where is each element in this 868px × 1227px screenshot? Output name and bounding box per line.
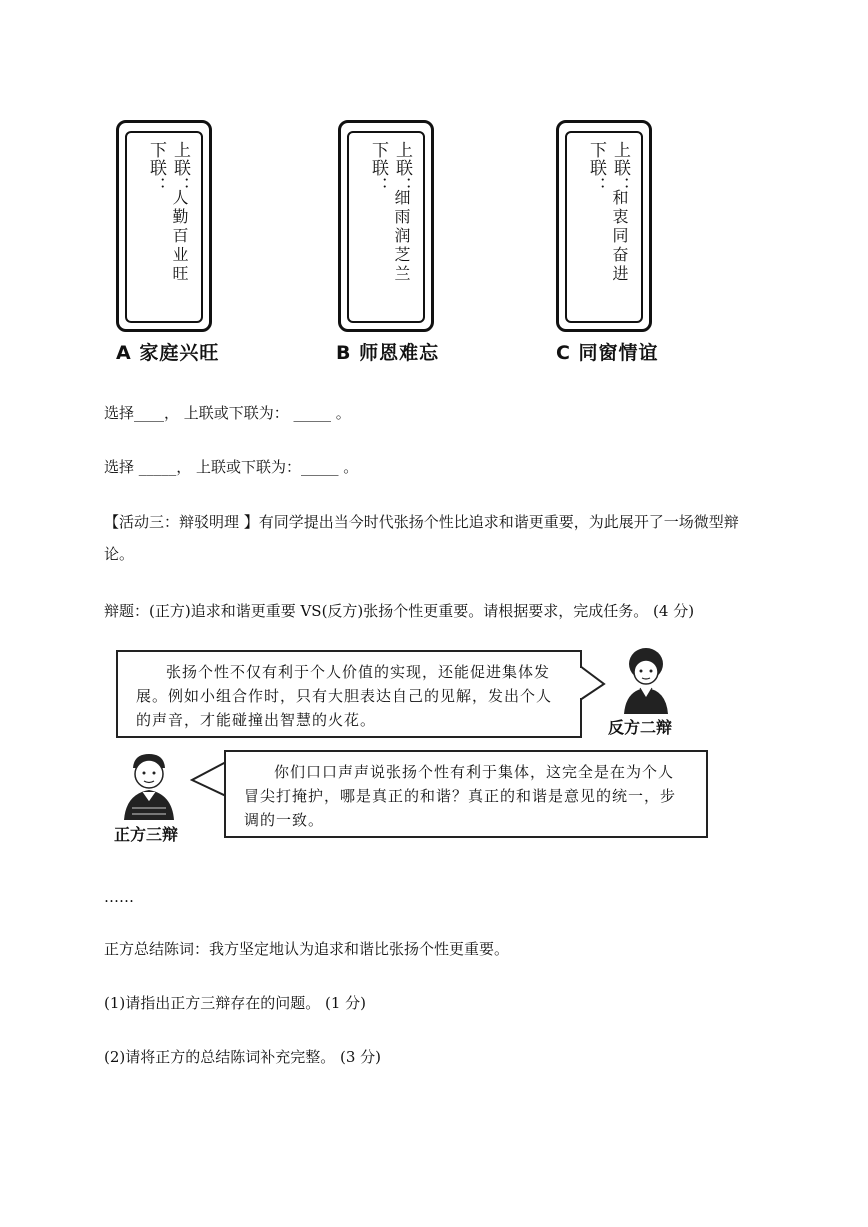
upper-couplet-label: 上联：: [392, 141, 412, 195]
proponent-speaker-label: 正方三辩: [114, 825, 179, 844]
proponent-speech-bubble: 你们口口声声说张扬个性有利于集体，这完全是在为个人冒尖打掩护，哪是真正的和谐？真正的和谐是意见的统一，步调的一致。: [224, 750, 708, 838]
bubble-tail-right: [580, 664, 606, 704]
lower-couplet-label: 下联：: [368, 141, 388, 195]
given-couplet-text: 和衷同奋进: [610, 189, 629, 284]
lower-couplet-label: 下联：: [146, 141, 166, 195]
question-two: (2)请将正方的总结陈词补充完整。 (3 分): [104, 1048, 382, 1066]
select-line-2: 选择 _____， 上联或下联为：_____ 。: [104, 458, 359, 476]
couplet-card-a: [116, 120, 212, 332]
lower-couplet-label: 下联：: [586, 141, 606, 195]
couplet-caption-a: A 家庭兴旺: [116, 342, 220, 364]
summary-statement: 正方总结陈词：我方坚定地认为追求和谐比张扬个性更重要。: [104, 940, 510, 958]
question-one: (1)请指出正方三辩存在的问题。 (1 分): [104, 994, 367, 1012]
activity-three-paragraph: 【活动三：辩驳明理 】有同学提出当今时代张扬个性比追求和谐更重要，为此展开了一场微型辩论。: [104, 513, 739, 563]
debate-illustration: [104, 642, 744, 848]
debate-topic: 辩题：(正方)追求和谐更重要 VS(反方)张扬个性更重要。请根据要求，完成任务。 (4 分): [104, 602, 695, 620]
proponent-debater-avatar: [120, 752, 178, 820]
upper-couplet-label: 上联：: [610, 141, 630, 195]
select-line-1: 选择____， 上联或下联为： _____ 。: [104, 404, 351, 422]
upper-couplet-label: 上联：: [170, 141, 190, 195]
couplet-card-c: [556, 120, 652, 332]
couplet-card-b: [338, 120, 434, 332]
given-couplet-text: 人勤百业旺: [170, 189, 189, 284]
couplet-caption-c: C 同窗情谊: [556, 342, 659, 364]
given-couplet-text: 细雨润芝兰: [392, 189, 411, 284]
opposition-speech-bubble: 张扬个性不仅有利于个人价值的实现，还能促进集体发展。例如小组合作时，只有大胆表达自己的见解，发出个人的声音，才能碰撞出智慧的火花。: [116, 650, 582, 738]
ellipsis: ……: [104, 888, 134, 906]
opposition-debater-avatar: [616, 644, 676, 714]
couplet-caption-b: B 师恩难忘: [336, 342, 440, 364]
bubble-tail-left: [190, 760, 226, 800]
opposition-speaker-label: 反方二辩: [608, 718, 673, 737]
